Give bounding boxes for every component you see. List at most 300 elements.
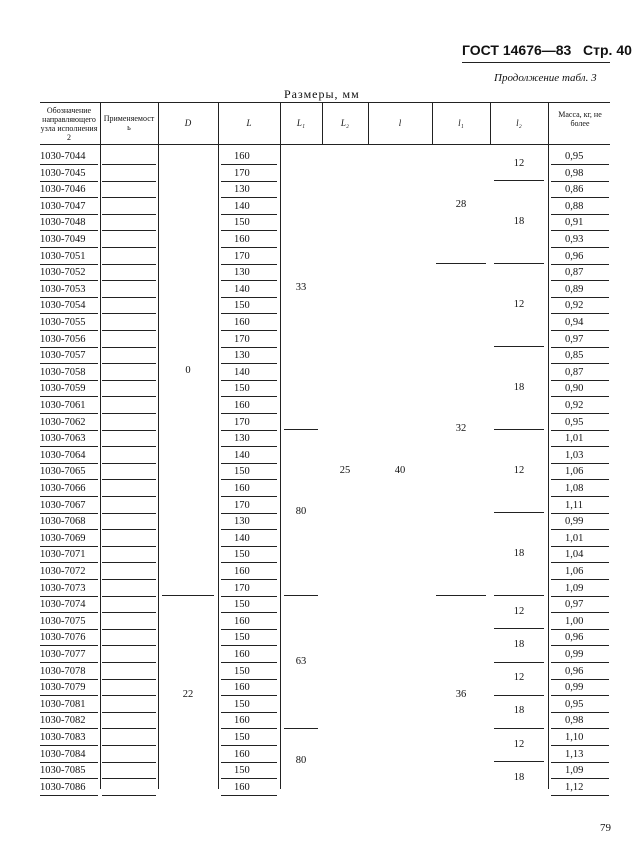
row-underline-mass: [551, 612, 609, 613]
row-underline-designation: [40, 430, 98, 431]
merged-l2-value: 12: [513, 738, 525, 750]
row-designation: 1030-7084: [40, 748, 86, 760]
merged-l2-value: 12: [513, 298, 525, 310]
row-designation: 1030-7056: [40, 333, 86, 345]
row-underline-designation: [40, 214, 98, 215]
row-designation: 1030-7051: [40, 250, 86, 262]
merged-l2-value: 12: [513, 605, 525, 617]
row-underline-applicability: [102, 762, 156, 763]
row-underline-L: [221, 413, 277, 414]
merged-d-separator: [162, 595, 214, 596]
row-underline-applicability: [102, 413, 156, 414]
row-underline-designation: [40, 762, 98, 763]
row-designation: 1030-7082: [40, 715, 86, 727]
row-designation: 1030-7048: [40, 217, 86, 229]
row-underline-mass: [551, 380, 609, 381]
row-mass-value: 1,11: [565, 499, 583, 511]
row-underline-mass: [551, 662, 609, 663]
row-underline-designation: [40, 479, 98, 480]
row-L-value: 160: [234, 615, 250, 627]
header-divider-4: [280, 102, 281, 144]
row-underline-applicability: [102, 579, 156, 580]
row-designation: 1030-7079: [40, 682, 86, 694]
row-mass-value: 1,04: [565, 549, 584, 561]
row-underline-applicability: [102, 463, 156, 464]
row-L-value: 130: [234, 267, 250, 279]
merged-l1-separator: [436, 263, 486, 264]
merged-l1-value: 36: [455, 688, 467, 700]
header-divider-7: [432, 102, 433, 144]
row-mass-value: 0,95: [565, 151, 584, 162]
row-underline-mass: [551, 214, 609, 215]
standard-number: ГОСТ 14676—83: [462, 42, 572, 58]
row-designation: 1030-7055: [40, 317, 86, 328]
row-underline-L: [221, 596, 277, 597]
row-L-value: 160: [234, 715, 250, 727]
header-divider-3: [218, 102, 219, 144]
row-underline-L: [221, 679, 277, 680]
row-designation: 1030-7057: [40, 350, 86, 362]
row-underline-mass: [551, 546, 609, 547]
row-underline-designation: [40, 363, 98, 364]
row-designation: 1030-7074: [40, 599, 86, 611]
row-L-value: 130: [234, 184, 250, 196]
merged-l2-separator: [494, 662, 544, 663]
row-L-value: 130: [234, 433, 250, 445]
row-designation: 1030-7078: [40, 665, 86, 677]
row-underline-designation: [40, 546, 98, 547]
row-L-value: 160: [234, 317, 250, 328]
row-designation: 1030-7076: [40, 632, 86, 644]
row-underline-L: [221, 280, 277, 281]
row-underline-mass: [551, 629, 609, 630]
row-underline-designation: [40, 380, 98, 381]
row-underline-designation: [40, 396, 98, 397]
row-L-value: 160: [234, 748, 250, 760]
row-underline-designation: [40, 413, 98, 414]
row-mass-value: 1,03: [565, 449, 584, 461]
row-mass-value: 0,95: [565, 416, 584, 428]
row-underline-designation: [40, 712, 98, 713]
row-designation: 1030-7067: [40, 499, 86, 511]
row-mass-value: 0,96: [565, 250, 584, 262]
row-underline-mass: [551, 247, 609, 248]
row-underline-applicability: [102, 446, 156, 447]
row-underline-applicability: [102, 430, 156, 431]
header-divider-8: [490, 102, 491, 144]
row-underline-mass: [551, 264, 609, 265]
header-divider-9: [548, 102, 549, 144]
row-underline-applicability: [102, 712, 156, 713]
merged-l1-separator: [284, 429, 318, 430]
row-mass-value: 0,85: [565, 350, 584, 362]
row-underline-L: [221, 695, 277, 696]
row-underline-applicability: [102, 479, 156, 480]
header-applicability: Применяемость: [103, 114, 155, 132]
merged-l2-value: 25: [339, 464, 351, 476]
row-underline-mass: [551, 762, 609, 763]
merged-l1-value: 80: [295, 755, 307, 767]
header-divider-5: [322, 102, 323, 144]
row-mass-value: 0,97: [565, 599, 584, 611]
row-designation: 1030-7047: [40, 200, 86, 212]
row-mass-value: 0,93: [565, 234, 584, 245]
row-L-value: 160: [234, 151, 250, 162]
row-underline-designation: [40, 562, 98, 563]
row-underline-designation: [40, 679, 98, 680]
row-designation: 1030-7063: [40, 433, 86, 445]
row-L-value: 140: [234, 283, 250, 295]
row-mass-value: 0,99: [565, 516, 584, 528]
row-underline-designation: [40, 313, 98, 314]
row-underline-L: [221, 513, 277, 514]
row-L-value: 170: [234, 416, 250, 428]
header-divider-2: [158, 102, 159, 144]
row-L-value: 150: [234, 383, 250, 395]
row-underline-mass: [551, 795, 609, 796]
row-L-value: 150: [234, 698, 250, 710]
merged-l1-value: 33: [295, 282, 307, 294]
row-underline-mass: [551, 197, 609, 198]
merged-l2-value: 18: [513, 771, 525, 783]
row-underline-designation: [40, 463, 98, 464]
header-underline: [462, 62, 610, 63]
row-underline-designation: [40, 197, 98, 198]
merged-l1-value: 63: [295, 655, 307, 667]
row-mass-value: 1,12: [565, 781, 584, 793]
row-mass-value: 0,96: [565, 665, 584, 677]
row-designation: 1030-7083: [40, 732, 86, 743]
merged-l1-value: 32: [455, 423, 467, 435]
row-underline-applicability: [102, 280, 156, 281]
row-underline-L: [221, 728, 277, 729]
row-underline-applicability: [102, 347, 156, 348]
row-underline-L: [221, 214, 277, 215]
row-underline-mass: [551, 396, 609, 397]
merged-l2-separator: [494, 595, 544, 596]
row-underline-designation: [40, 330, 98, 331]
row-designation: 1030-7044: [40, 151, 86, 162]
row-underline-L: [221, 380, 277, 381]
merged-l2-value: 12: [513, 464, 525, 476]
row-designation: 1030-7052: [40, 267, 86, 279]
row-L-value: 160: [234, 234, 250, 245]
row-L-value: 150: [234, 217, 250, 229]
row-mass-value: 1,06: [565, 466, 584, 478]
row-underline-L: [221, 363, 277, 364]
row-underline-applicability: [102, 297, 156, 298]
row-underline-applicability: [102, 214, 156, 215]
page-label: Стр. 40: [583, 42, 632, 58]
row-underline-designation: [40, 297, 98, 298]
row-underline-designation: [40, 629, 98, 630]
row-L-value: 160: [234, 400, 250, 411]
row-designation: 1030-7071: [40, 549, 86, 561]
row-designation: 1030-7049: [40, 234, 86, 245]
row-underline-applicability: [102, 230, 156, 231]
row-underline-L: [221, 197, 277, 198]
row-underline-L: [221, 479, 277, 480]
row-underline-mass: [551, 645, 609, 646]
header-l2: l₂: [516, 118, 522, 128]
row-underline-mass: [551, 363, 609, 364]
row-mass-value: 0,98: [565, 167, 584, 179]
row-underline-mass: [551, 712, 609, 713]
row-underline-applicability: [102, 513, 156, 514]
row-underline-mass: [551, 728, 609, 729]
row-designation: 1030-7085: [40, 765, 86, 777]
merged-l1-separator: [284, 728, 318, 729]
row-L-value: 160: [234, 781, 250, 793]
row-underline-applicability: [102, 562, 156, 563]
dimensions-caption: Размеры, мм: [284, 87, 360, 101]
row-underline-designation: [40, 529, 98, 530]
row-designation: 1030-7064: [40, 449, 86, 461]
row-designation: 1030-7045: [40, 167, 86, 179]
row-mass-value: 0,95: [565, 698, 584, 710]
row-mass-value: 1,01: [565, 532, 584, 544]
row-designation: 1030-7081: [40, 698, 86, 710]
header-L: L: [246, 118, 252, 128]
row-underline-mass: [551, 579, 609, 580]
row-underline-applicability: [102, 795, 156, 796]
row-underline-designation: [40, 645, 98, 646]
row-underline-mass: [551, 778, 609, 779]
row-underline-mass: [551, 280, 609, 281]
merged-l2-separator: [494, 695, 544, 696]
header-mass: Масса, кг, не более: [558, 110, 602, 128]
row-L-value: 160: [234, 682, 250, 694]
row-designation: 1030-7053: [40, 283, 86, 295]
merged-l2-separator: [494, 263, 544, 264]
row-L-value: 140: [234, 532, 250, 544]
row-underline-mass: [551, 479, 609, 480]
row-underline-L: [221, 712, 277, 713]
row-underline-L: [221, 529, 277, 530]
row-underline-designation: [40, 579, 98, 580]
row-underline-L: [221, 745, 277, 746]
row-L-value: 170: [234, 250, 250, 262]
row-L-value: 170: [234, 499, 250, 511]
row-underline-L: [221, 247, 277, 248]
row-designation: 1030-7062: [40, 416, 86, 428]
row-underline-mass: [551, 463, 609, 464]
row-mass-value: 0,94: [565, 317, 584, 328]
merged-l2-value: 12: [513, 672, 525, 684]
table-top-border: [40, 102, 610, 103]
row-underline-applicability: [102, 396, 156, 397]
header-L1: L₁: [296, 118, 306, 128]
merged-l2-value: 18: [513, 639, 525, 650]
row-underline-designation: [40, 795, 98, 796]
row-designation: 1030-7046: [40, 184, 86, 196]
header-D: D: [184, 118, 192, 128]
merged-l2-separator: [494, 628, 544, 629]
merged-l2-value: 18: [513, 547, 525, 559]
header-divider-6: [368, 102, 369, 144]
row-L-value: 150: [234, 732, 250, 743]
row-mass-value: 0,90: [565, 383, 584, 395]
row-underline-applicability: [102, 529, 156, 530]
row-designation: 1030-7068: [40, 516, 86, 528]
row-underline-applicability: [102, 197, 156, 198]
row-underline-applicability: [102, 612, 156, 613]
row-underline-L: [221, 562, 277, 563]
table-continuation: Продолжение табл. 3: [494, 72, 597, 84]
row-underline-designation: [40, 662, 98, 663]
row-mass-value: 0,99: [565, 682, 584, 694]
row-mass-value: 0,96: [565, 632, 584, 644]
row-underline-designation: [40, 181, 98, 182]
row-underline-applicability: [102, 596, 156, 597]
row-mass-value: 1,01: [565, 433, 584, 445]
row-underline-applicability: [102, 679, 156, 680]
row-mass-value: 1,00: [565, 615, 584, 627]
row-underline-applicability: [102, 363, 156, 364]
row-underline-mass: [551, 181, 609, 182]
row-designation: 1030-7066: [40, 483, 86, 494]
row-underline-applicability: [102, 745, 156, 746]
row-underline-applicability: [102, 181, 156, 182]
row-underline-mass: [551, 496, 609, 497]
merged-l2-value: 18: [513, 381, 525, 393]
merged-l2-separator: [494, 728, 544, 729]
row-underline-mass: [551, 745, 609, 746]
row-underline-applicability: [102, 496, 156, 497]
row-underline-designation: [40, 745, 98, 746]
row-underline-designation: [40, 496, 98, 497]
row-mass-value: 0,92: [565, 300, 584, 312]
row-mass-value: 0,88: [565, 200, 584, 212]
row-underline-mass: [551, 529, 609, 530]
row-L-value: 160: [234, 649, 250, 660]
row-L-value: 150: [234, 300, 250, 312]
table-header-bottom-border: [40, 144, 610, 145]
row-designation: 1030-7061: [40, 400, 86, 411]
row-underline-designation: [40, 247, 98, 248]
body-divider-D: [218, 144, 219, 789]
header-designation: Обозначение направляющего узла исполнения 2: [40, 106, 98, 142]
row-mass-value: 0,91: [565, 217, 584, 229]
row-L-value: 160: [234, 566, 250, 577]
row-underline-applicability: [102, 645, 156, 646]
row-underline-designation: [40, 596, 98, 597]
row-underline-mass: [551, 446, 609, 447]
row-L-value: 170: [234, 333, 250, 345]
row-underline-L: [221, 496, 277, 497]
row-underline-mass: [551, 230, 609, 231]
row-L-value: 170: [234, 582, 250, 594]
row-underline-designation: [40, 164, 98, 165]
row-underline-designation: [40, 778, 98, 779]
merged-l2-value: 18: [513, 705, 525, 717]
row-underline-L: [221, 330, 277, 331]
row-underline-L: [221, 546, 277, 547]
row-underline-L: [221, 662, 277, 663]
row-underline-applicability: [102, 247, 156, 248]
row-mass-value: 1,10: [565, 732, 584, 743]
row-mass-value: 0,87: [565, 267, 584, 279]
row-underline-applicability: [102, 778, 156, 779]
row-underline-applicability: [102, 264, 156, 265]
row-underline-mass: [551, 596, 609, 597]
row-underline-applicability: [102, 313, 156, 314]
row-underline-designation: [40, 728, 98, 729]
row-underline-applicability: [102, 662, 156, 663]
merged-l1-separator: [284, 595, 318, 596]
row-underline-L: [221, 446, 277, 447]
row-underline-designation: [40, 230, 98, 231]
row-L-value: 130: [234, 350, 250, 362]
row-mass-value: 0,97: [565, 333, 584, 345]
row-underline-L: [221, 463, 277, 464]
row-designation: 1030-7059: [40, 383, 86, 395]
body-divider-l2: [548, 144, 549, 789]
row-L-value: 160: [234, 483, 250, 494]
merged-l2-value: 12: [513, 157, 525, 169]
row-underline-L: [221, 579, 277, 580]
row-underline-L: [221, 645, 277, 646]
row-underline-applicability: [102, 330, 156, 331]
row-mass-value: 0,86: [565, 184, 584, 196]
row-underline-applicability: [102, 164, 156, 165]
row-designation: 1030-7072: [40, 566, 86, 577]
row-underline-mass: [551, 347, 609, 348]
row-L-value: 150: [234, 632, 250, 644]
row-L-value: 150: [234, 665, 250, 677]
header-l: l: [398, 118, 402, 128]
merged-l1-value: 28: [455, 199, 467, 211]
row-underline-mass: [551, 562, 609, 563]
row-mass-value: 1,13: [565, 748, 584, 760]
row-designation: 1030-7065: [40, 466, 86, 478]
row-underline-mass: [551, 430, 609, 431]
row-underline-mass: [551, 330, 609, 331]
row-mass-value: 0,92: [565, 400, 584, 411]
row-underline-L: [221, 297, 277, 298]
merged-l1-separator: [436, 595, 486, 596]
row-designation: 1030-7058: [40, 366, 86, 378]
body-divider-designation: [100, 144, 101, 789]
row-underline-designation: [40, 264, 98, 265]
row-mass-value: 0,99: [565, 649, 584, 660]
row-L-value: 140: [234, 200, 250, 212]
row-underline-L: [221, 629, 277, 630]
row-designation: 1030-7086: [40, 781, 86, 793]
row-mass-value: 1,09: [565, 765, 584, 777]
row-underline-L: [221, 612, 277, 613]
row-L-value: 170: [234, 167, 250, 179]
row-underline-L: [221, 430, 277, 431]
row-underline-applicability: [102, 728, 156, 729]
row-underline-applicability: [102, 695, 156, 696]
merged-l-value: 40: [394, 464, 406, 476]
header-L2: L₂: [340, 118, 350, 128]
row-underline-designation: [40, 280, 98, 281]
row-mass-value: 0,89: [565, 283, 584, 295]
row-underline-applicability: [102, 629, 156, 630]
merged-d-value: 0: [185, 365, 191, 377]
row-underline-L: [221, 181, 277, 182]
row-underline-L: [221, 230, 277, 231]
row-underline-L: [221, 778, 277, 779]
row-underline-designation: [40, 347, 98, 348]
row-mass-value: 1,09: [565, 582, 584, 594]
header-l1: l₁: [458, 118, 464, 128]
merged-l1-value: 80: [295, 506, 307, 518]
row-underline-mass: [551, 679, 609, 680]
row-designation: 1030-7073: [40, 582, 86, 594]
